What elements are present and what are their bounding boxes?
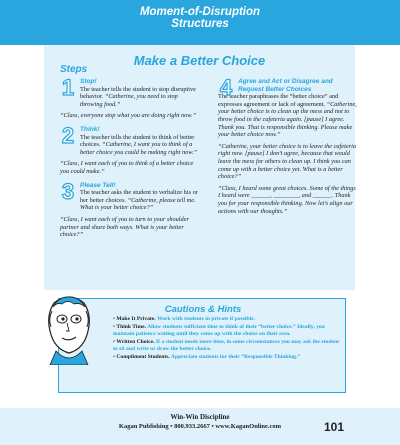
step-body <box>80 86 200 109</box>
step-body <box>80 189 200 212</box>
section-title-line1: Moment-of-Disruption <box>139 6 261 18</box>
caution-item: • Compliment Students. Appreciate students for their “Responsible Thinking.” <box>113 354 301 360</box>
step-heading: Think! <box>80 125 100 133</box>
steps-left-column <box>60 75 200 245</box>
section-title <box>0 6 400 30</box>
caution-item: • Make It Private. Work with students in private if possible. <box>113 316 256 322</box>
step-example: “Catherine, I want you to think of a better choice you could be making right now.” <box>80 141 198 156</box>
class-example: “Class, I heard some great choices. Some of the things I heard were ______, ________, and ______. Thank you for your responsible thinking. Now let’s align our actions with our thoughts.” <box>218 184 356 215</box>
step-number: 3 <box>61 178 75 204</box>
step-heading: Stop! <box>80 78 97 85</box>
step-number: 2 <box>61 122 75 148</box>
thinking-teacher-illustration <box>44 293 94 365</box>
structure-title: Make a Better Choice <box>133 53 266 68</box>
step-number: 1 <box>61 75 75 100</box>
step-number: 4 <box>219 75 233 100</box>
step-3 <box>60 178 200 239</box>
step-text: The teacher tells the student to stop disruptive behavior. <box>80 85 196 101</box>
caution-label: Think Time. <box>116 324 146 330</box>
cautions-title: Cautions & Hints <box>164 304 242 315</box>
step-heading: Agree and Act or Disagree and Request Better Choices <box>238 78 333 93</box>
step-heading: Please Tell! <box>80 181 116 189</box>
caution-text: Allow students sufficient time to think of their “better choice.” Ideally, you maintain patience waiting until they come up with the choice on their own. <box>113 324 325 337</box>
step-2 <box>60 122 200 176</box>
step-1 <box>60 75 200 120</box>
publisher-info: Kagan Publishing • 800.933.2667 • www.KaganOnline.com <box>118 423 282 430</box>
step-text: The teacher paraphrases the “better choice” and expresses agreement or lack of agreement. <box>218 93 339 108</box>
step-example: “Catherine, please tell me. What is your better choice?” <box>80 196 196 212</box>
step-4 <box>218 75 358 215</box>
step-text: The teacher asks the student to verbalize his or her better choices. <box>80 189 198 204</box>
cautions-list <box>113 316 343 362</box>
step-example: “Catherine, your better choice is to clean up the mess and not to throw food in the cafeteria again. [pause] I agree. Thank you. That is responsible thinking. Please make your better choice now.” <box>218 100 357 139</box>
step-body <box>218 93 358 139</box>
page-number: 101 <box>324 420 345 434</box>
caution-text: Work with students in private if possible. <box>155 316 256 322</box>
caution-text: If a student needs more time, in some circumstances you may ask the student to sit and write or draw the better choice. <box>113 339 340 352</box>
step-text: The teacher tells the student to think of better choices. <box>80 133 195 149</box>
steps-right-column <box>218 75 358 221</box>
caution-item: • Think Time. Allow students sufficient time to think of their “better choice.” Ideally, you maintain patience waiting until they come up with the choice on their own. <box>113 324 325 337</box>
class-example: “Class, I want each of you to think of a better choice you could make.” <box>60 160 194 175</box>
disagree-example: “Catherine, your better choice is to leave the cafeteria right now. [pause] I don’t agree, because that would leave the mess for others to clean up. I think you can come up with a better choice yet. What is a better choice?” <box>218 142 356 181</box>
caution-label: Compliment Students. <box>116 354 170 360</box>
caution-label: Written Choice. <box>116 339 155 345</box>
caution-label: Make It Private. <box>116 316 156 322</box>
steps-heading: Steps <box>60 64 88 75</box>
class-example: “Class, I want each of you to turn to your shoulder partner and share both ways. What is your better choice?” <box>60 215 189 239</box>
step-example: “Catherine, you need to stop throwing food.” <box>80 93 178 108</box>
caution-text: Appreciate students for their “Responsible Thinking.” <box>169 354 301 360</box>
section-title-line2: Structures <box>171 18 229 30</box>
step-body <box>80 134 200 157</box>
cautions-box <box>58 298 346 393</box>
book-title: Win-Win Discipline <box>170 413 230 421</box>
class-example: “Class, everyone stop what you are doing right now.” <box>60 112 197 120</box>
caution-item: • Written Choice. If a student needs more time, in some circumstances you may ask the student to sit and write or draw the better choice. <box>113 339 340 352</box>
